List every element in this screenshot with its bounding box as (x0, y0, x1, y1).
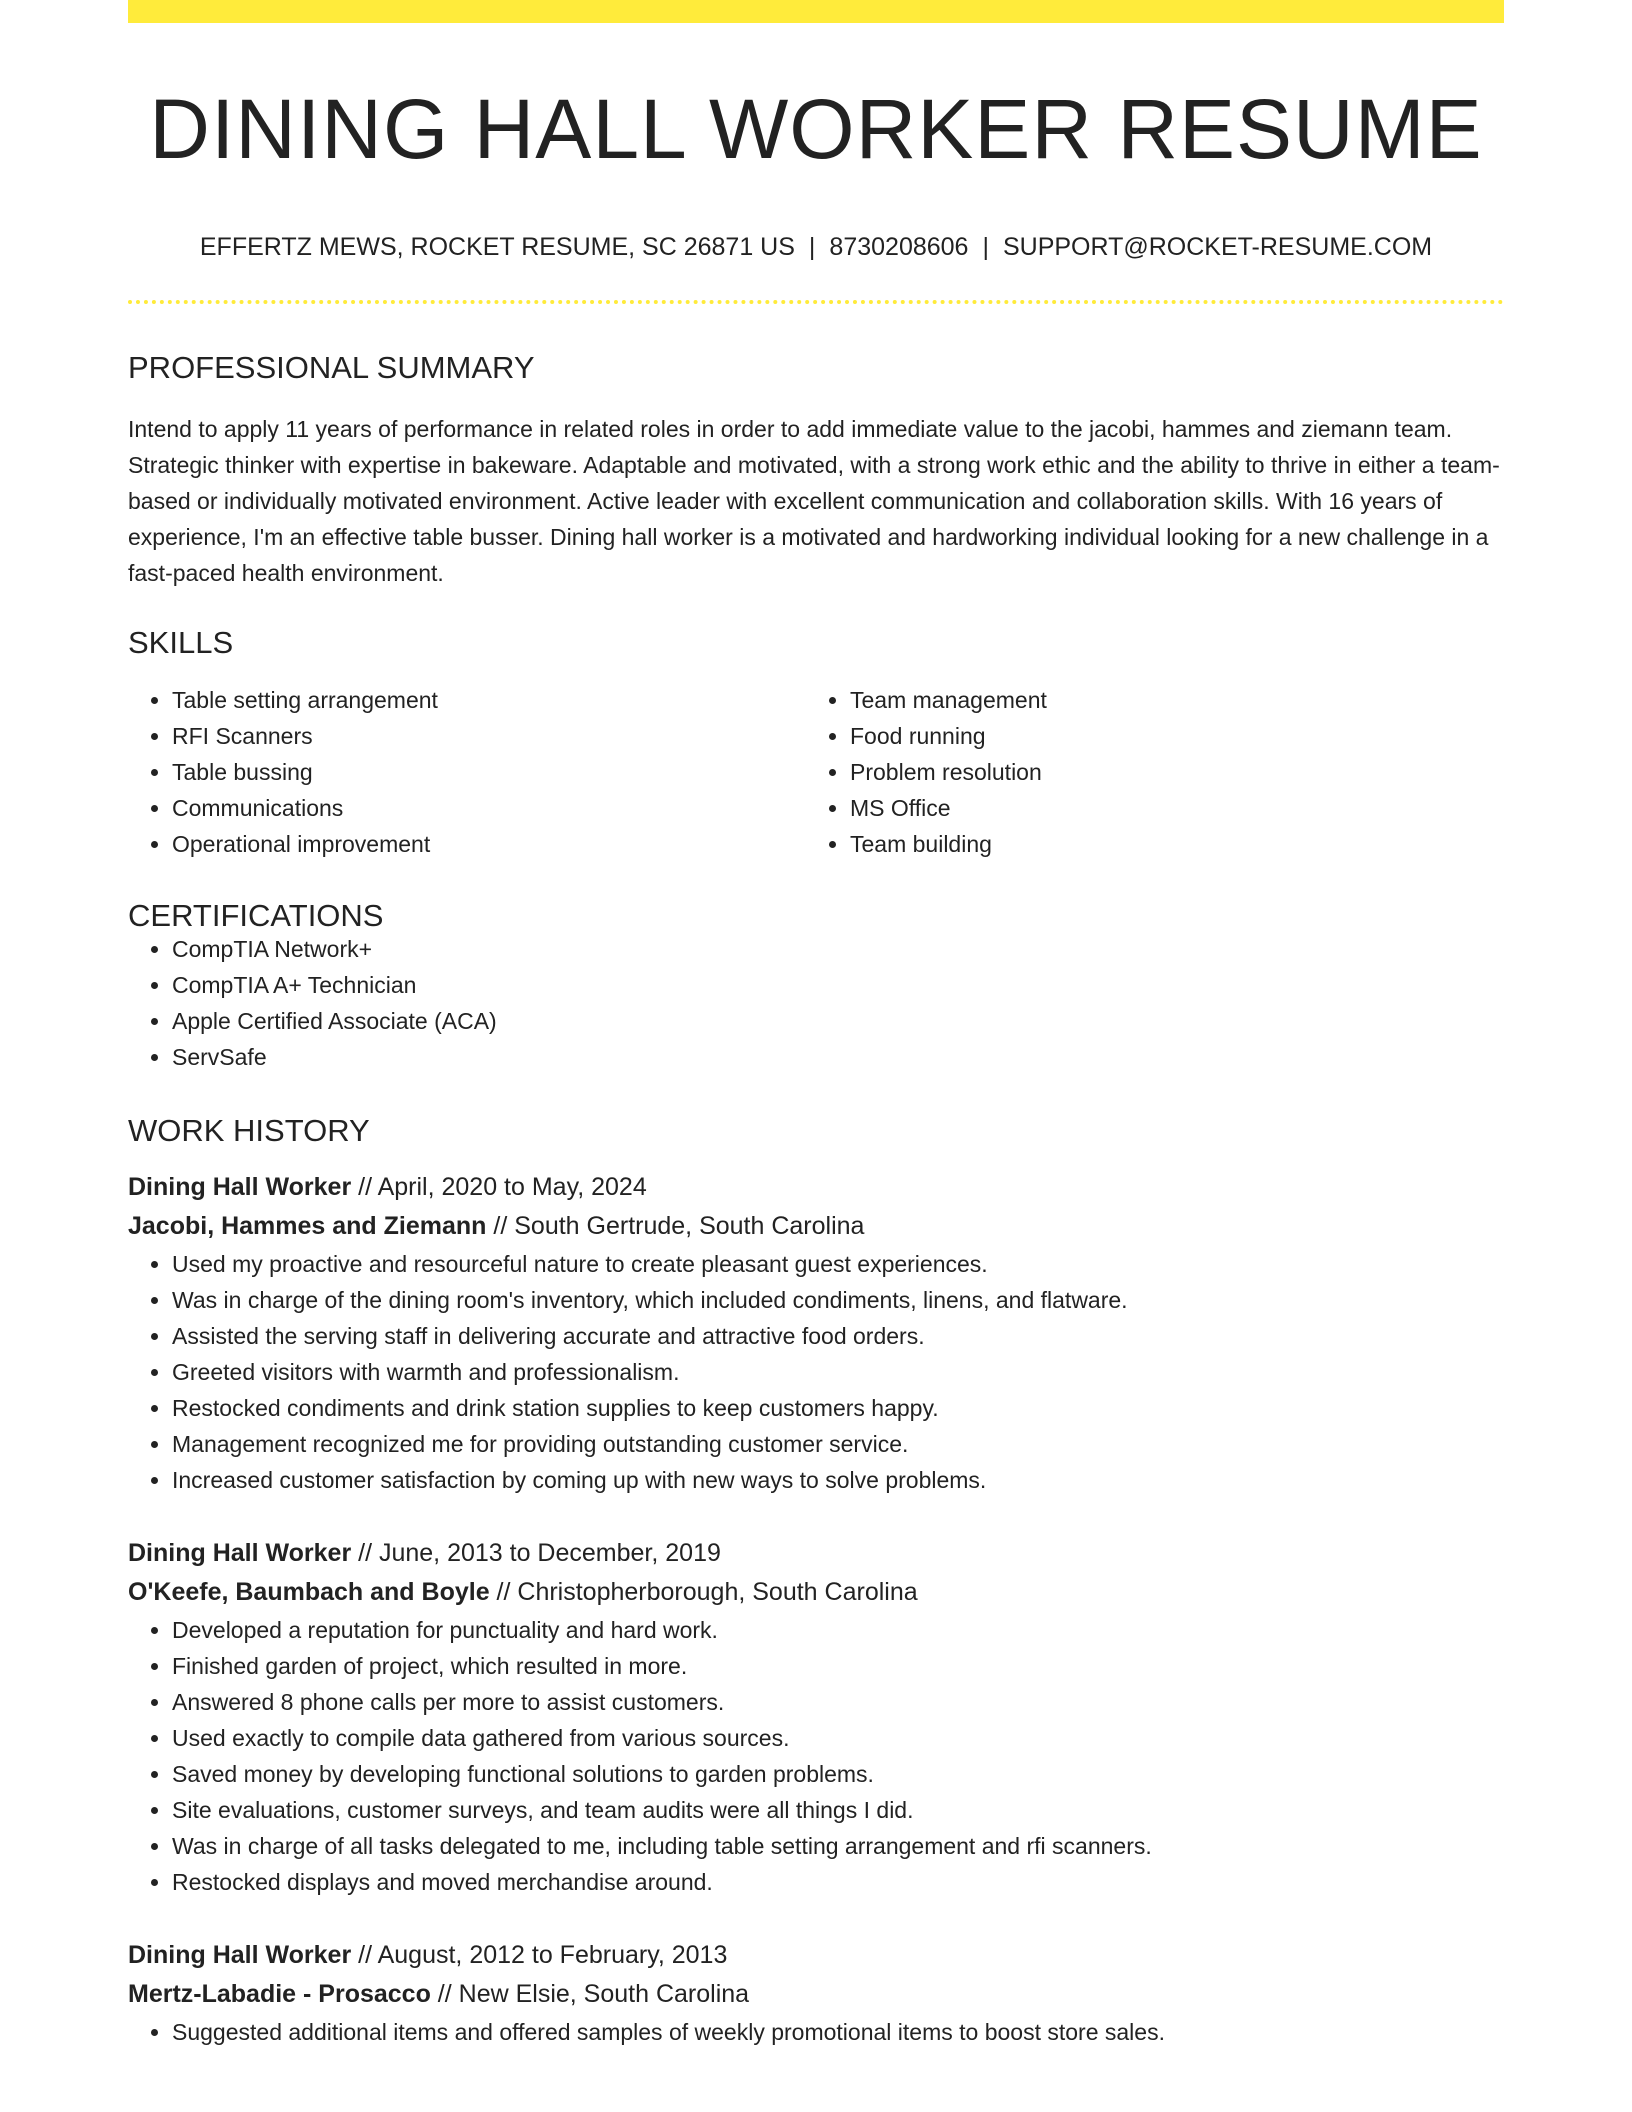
job-duty: • Was in charge of all tasks delegated to me, including table setting arrangement and rfi scanners. (172, 1828, 1504, 1864)
job-duty: • Restocked displays and moved merchandise around. (172, 1864, 1504, 1900)
job-dates: // August, 2012 to February, 2013 (351, 1941, 728, 1970)
skill-item: • Operational improvement (172, 826, 806, 862)
job-duty: • Was in charge of the dining room's inventory, which included condiments, linens, and flatware. (172, 1282, 1504, 1318)
job-role: Dining Hall Worker (128, 1539, 352, 1568)
job-company-line (128, 1975, 1504, 2014)
certifications-heading: CERTIFICATIONS (128, 898, 384, 934)
job-duty: • Site evaluations, customer surveys, and team audits were all things I did. (172, 1792, 1504, 1828)
summary-heading: PROFESSIONAL SUMMARY (128, 350, 535, 386)
skills-column-right (806, 682, 1484, 862)
job-duties-list (128, 1246, 1504, 1498)
certification-item: • CompTIA Network+ (172, 931, 1504, 967)
contact-email[interactable]: SUPPORT@ROCKET-RESUME.COM (1002, 233, 1433, 262)
job-duties-list (128, 2014, 1504, 2050)
job-duty: • Management recognized me for providing outstanding customer service. (172, 1426, 1504, 1462)
job-duty: • Developed a reputation for punctuality and hard work. (172, 1612, 1504, 1648)
contact-address: EFFERTZ MEWS, ROCKET RESUME, SC 26871 US (199, 233, 795, 262)
job-company: O'Keefe, Baumbach and Boyle (128, 1578, 490, 1607)
skills-list-left (128, 682, 806, 862)
resume-page (128, 0, 1504, 2050)
job-entry (128, 1936, 1504, 2050)
job-duties-list (128, 1612, 1504, 1900)
dotted-divider (128, 300, 1504, 304)
job-entry (128, 1534, 1504, 1900)
skills-heading: SKILLS (128, 625, 234, 661)
job-location: // South Gertrude, South Carolina (486, 1212, 865, 1241)
certification-item: • ServSafe (172, 1039, 1504, 1075)
job-location: // New Elsie, South Carolina (430, 1980, 750, 2009)
job-company: Jacobi, Hammes and Ziemann (128, 1212, 487, 1241)
contact-line (128, 235, 1504, 260)
job-role-line (128, 1936, 1504, 1975)
skills-column-left (128, 682, 806, 862)
skill-item: • MS Office (850, 790, 1484, 826)
skill-item: • RFI Scanners (172, 718, 806, 754)
skill-item: • Communications (172, 790, 806, 826)
job-company: Mertz-Labadie - Prosacco (128, 1980, 431, 2009)
job-duty: • Saved money by developing functional solutions to garden problems. (172, 1756, 1504, 1792)
certifications-list (128, 931, 1504, 1075)
job-entry (128, 1168, 1504, 1498)
job-duty: • Used my proactive and resourceful nature to create pleasant guest experiences. (172, 1246, 1504, 1282)
skill-item: • Team building (850, 826, 1484, 862)
job-duty: • Restocked condiments and drink station supplies to keep customers happy. (172, 1390, 1504, 1426)
skills-grid (128, 682, 1504, 862)
job-duty: • Used exactly to compile data gathered from various sources. (172, 1720, 1504, 1756)
job-role-line (128, 1534, 1504, 1573)
accent-top-bar (128, 0, 1504, 23)
skill-item: • Table bussing (172, 754, 806, 790)
job-location: // Christopherborough, South Carolina (489, 1578, 918, 1607)
summary-text: Intend to apply 11 years of performance in related roles in order to add immediate value to the jacobi, hammes and ziemann team. Strategic thinker with expertise in bakeware. Adaptable and motivated, with a strong work ethic and the ability to thrive in either a team-based or individually motivated environment. Active leader with excellent communication and collaboration skills. With 16 years of experience, I'm an effective table busser. Dining hall worker is a motivated and hardworking individual looking for a new challenge in a fast-paced health environment. (128, 416, 1500, 587)
certification-item: • CompTIA A+ Technician (172, 967, 1504, 1003)
resume-title: DINING HALL WORKER RESUME (149, 82, 1483, 176)
job-dates: // April, 2020 to May, 2024 (351, 1173, 647, 1202)
job-company-line (128, 1573, 1504, 1612)
job-company-line (128, 1207, 1504, 1246)
job-duty: • Suggested additional items and offered samples of weekly promotional items to boost store sales. (172, 2014, 1504, 2050)
job-duty: • Finished garden of project, which resulted in more. (172, 1648, 1504, 1684)
job-dates: // June, 2013 to December, 2019 (351, 1539, 721, 1568)
skill-item: • Problem resolution (850, 754, 1484, 790)
job-role: Dining Hall Worker (128, 1173, 352, 1202)
job-role-line (128, 1168, 1504, 1207)
contact-separator: | (808, 233, 816, 262)
job-duty: • Increased customer satisfaction by coming up with new ways to solve problems. (172, 1462, 1504, 1498)
job-role: Dining Hall Worker (128, 1941, 352, 1970)
contact-phone: 8730208606 (829, 233, 969, 262)
contact-separator: | (982, 233, 989, 262)
job-duty: • Greeted visitors with warmth and professionalism. (172, 1354, 1504, 1390)
certification-item: • Apple Certified Associate (ACA) (172, 1003, 1504, 1039)
skill-item: • Table setting arrangement (172, 682, 806, 718)
skills-list-right (806, 682, 1484, 862)
skill-item: • Team management (850, 682, 1484, 718)
skill-item: • Food running (850, 718, 1484, 754)
job-duty: • Assisted the serving staff in delivering accurate and attractive food orders. (172, 1318, 1504, 1354)
work-history-heading: WORK HISTORY (128, 1113, 370, 1149)
job-duty: • Answered 8 phone calls per more to assist customers. (172, 1684, 1504, 1720)
